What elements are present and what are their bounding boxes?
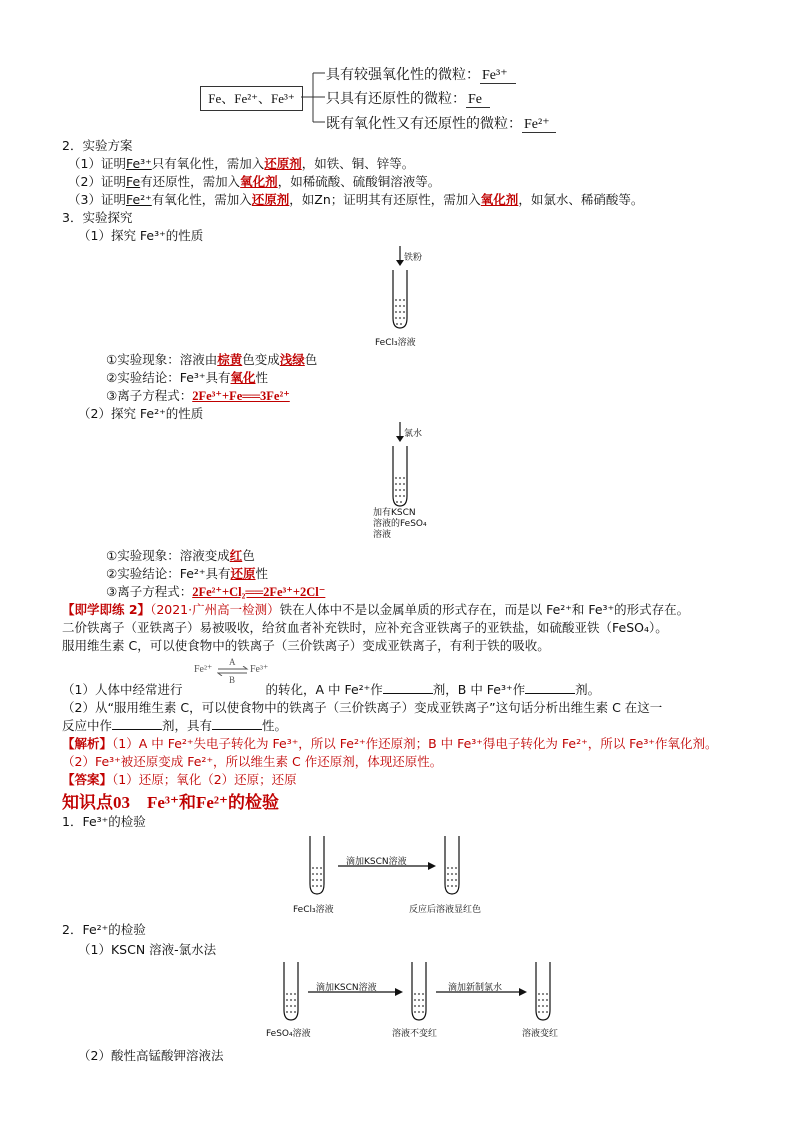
eq-a: A [229, 657, 236, 667]
plan-line-2: （2）证明Fe有还原性，需加入氧化剂，如稀硫酸、硫酸铜溶液等。 [68, 174, 441, 189]
plan-line-3: （3）证明Fe²⁺有氧化性，需加入还原剂，如Zn；证明其有还原性，需加入氧化剂，如氯水、稀硝酸等。 [68, 192, 644, 207]
eq-b: B [229, 675, 236, 685]
practice-para-3: 服用维生素 C，可以使食物中的铁离子（三价铁离子）变成亚铁离子，有利于铁的吸收。 [62, 638, 550, 653]
fe3-test-title: 1．Fe³⁺的检验 [62, 814, 146, 829]
practice-q2-cont: 反应中作 剂，具有 性。 [62, 718, 288, 733]
practice-para-2: 二价铁离子（亚铁离子）易被吸收，给贫血者补充铁时，应补充含亚铁离子的亚铁盐，如硫酸亚铁（FeSO₄）。 [62, 620, 668, 635]
branch-2: 只具有还原性的微粒： Fe [326, 88, 490, 108]
blank-b[interactable] [525, 681, 575, 694]
practice-intro: 【即学即练 2】（2021·广州高一检测）铁在人体中不是以金属单质的形式存在，而是以 Fe²⁺和 Fe³⁺的形式存在。 [62, 602, 690, 617]
blank-d[interactable] [212, 717, 262, 730]
d2-label-1: FeSO₄溶液 [266, 1029, 311, 1039]
section-3-title: 3．实验探究 [62, 210, 133, 225]
analysis-2: （2）Fe³⁺被还原变成 Fe²⁺，所以维生素 C 作还原剂，体现还原性。 [62, 754, 443, 769]
method-2-title: （2）酸性高锰酸钾溶液法 [78, 1048, 224, 1063]
branch-1: 具有较强氧化性的微粒： Fe³⁺ [326, 64, 516, 84]
tube-2-reagent-label: 氯水 [404, 429, 423, 439]
blank-a[interactable] [383, 681, 433, 694]
fe2-test-title: 2．Fe²⁺的检验 [62, 922, 146, 937]
d2-arrow-2-label: 滴加新制氯水 [448, 983, 503, 993]
d1-right-label: 反应后溶液显红色 [409, 905, 482, 915]
fe2-equation: ③离子方程式：2Fe²⁺+Cl₂══2Fe³⁺+2Cl⁻ [106, 584, 326, 599]
blank-c[interactable] [112, 717, 162, 730]
d2-label-3: 溶液变红 [522, 1029, 559, 1039]
d2-label-2: 溶液不变红 [392, 1029, 438, 1039]
practice-q2: （2）从“服用维生素 C，可以使食物中的铁离子（三价铁离子）变成亚铁离子”这句话分析出维生素 C 在这一 [62, 700, 663, 715]
d1-arrow-label: 滴加KSCN溶液 [346, 857, 407, 867]
eq-right: Fe³⁺ [250, 664, 269, 675]
method-1-title: （1）KSCN 溶液-氯水法 [78, 942, 217, 957]
analysis-1: 【解析】（1）A 中 Fe²⁺失电子转化为 Fe³⁺，所以 Fe²⁺作还原剂；B 中 Fe³⁺得电子转化为 Fe²⁺，所以 Fe³⁺作氧化剂。 [62, 736, 718, 751]
tube-2-solution-label: 加有KSCN 溶液的FeSO₄ 溶液 [373, 508, 427, 540]
fe2-conclusion: ②实验结论：Fe²⁺具有还原性 [106, 566, 269, 581]
species-box: Fe、Fe²⁺、Fe³⁺ [200, 86, 303, 111]
fe3-phenomenon: ①实验现象：溶液由棕黄色变成浅绿色 [106, 352, 318, 367]
knowledge-point-heading: 知识点03 Fe³⁺和Fe²⁺的检验 [62, 793, 279, 812]
d2-arrow-1-label: 滴加KSCN溶液 [316, 983, 377, 993]
branch-lines [301, 66, 327, 130]
section-2-title: 2．实验方案 [62, 138, 133, 153]
tube-1-reagent-label: 铁粉 [404, 253, 423, 263]
explore-fe2-title: （2）探究 Fe²⁺的性质 [78, 406, 204, 421]
fe2-phenomenon: ①实验现象：溶液变成红色 [106, 548, 255, 563]
practice-q1: （1）人体中经常进行 的转化，A 中 Fe²⁺作 剂，B 中 Fe³⁺作 剂。 [62, 682, 601, 697]
d1-left-label: FeCl₃溶液 [293, 905, 334, 915]
fe3-conclusion: ②实验结论：Fe³⁺具有氧化性 [106, 370, 269, 385]
fe3-equation: ③离子方程式：2Fe³⁺+Fe══3Fe²⁺ [106, 388, 290, 403]
eq-left: Fe²⁺ [194, 664, 213, 675]
plan-line-1: （1）证明Fe³⁺只有氧化性，需加入还原剂，如铁、铜、锌等。 [68, 156, 415, 171]
answer: 【答案】（1）还原；氧化（2）还原；还原 [62, 772, 297, 787]
branch-3: 既有氧化性又有还原性的微粒： Fe²⁺ [326, 113, 556, 133]
explore-fe3-title: （1）探究 Fe³⁺的性质 [78, 228, 204, 243]
tube-1-solution-label: FeCl₃溶液 [375, 338, 416, 348]
